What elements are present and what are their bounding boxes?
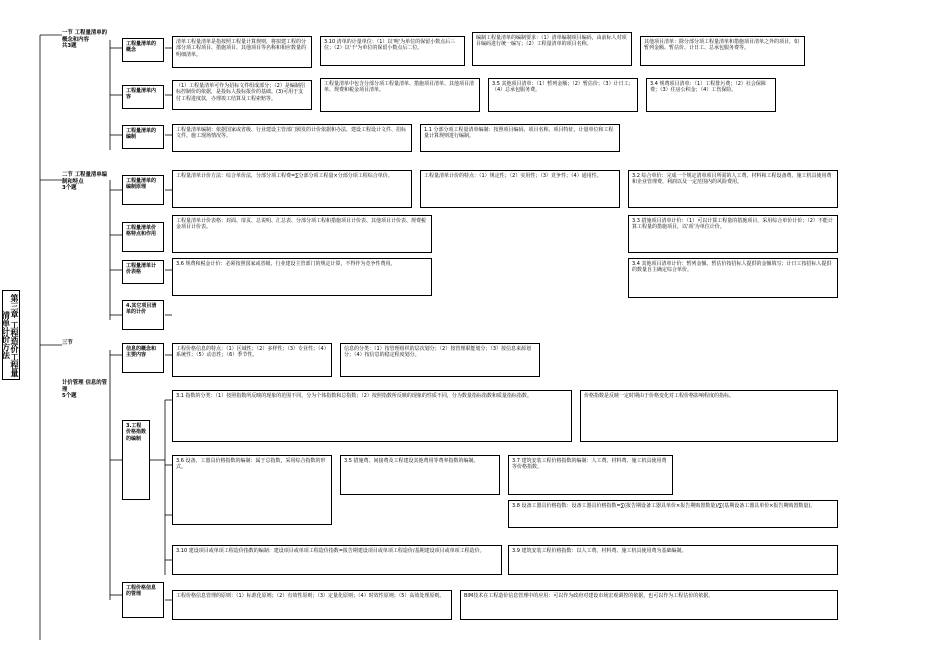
box-other-pricing: 3.4 其他项目清单计价：暂列金额、暂估价按招标人提供的金额填写；计日工按招标人提供的数量自主确定综合单价。 xyxy=(628,258,838,298)
label-info-manage: 工程价格信息的管理 xyxy=(122,582,164,618)
label-content: 工程量清单内容 xyxy=(122,85,164,109)
box-measures: 3.3 措施项目清单计价：（1）可以计算工程量的措施项目，采用综合单价计价；（2）不能计算工程量的措施项目，以'项'为单位计价。 xyxy=(628,215,838,253)
box-project-index: 3.10 建设项目或单项工程造价指数的编制：建设项目或单项工程造价指数=报告期建设项目或单项工程造价/基期建设项目或单项工程造价。 xyxy=(172,545,502,575)
section-4-label: 计价管理 信息的管理 5个题 xyxy=(62,380,108,400)
box-definition: 清单工程量清单是指按照工程量计算规则，将拟建工程的分部分项工程项目、措施项目、其他项目等名称和相应数量的明细清单。 xyxy=(172,36,312,68)
box-compile-basis: 工程量清单编制：依据国家或省级、行业建设主管部门颁发的计价依据和办法、建设工程设计文件、招标文件、施工现场情况等。 xyxy=(172,124,412,152)
label-info-concept: 信息的概念和主要内容 xyxy=(122,343,164,373)
box-other-items: 3.5 其他项目清单：（1）暂列金额；（2）暂估价；（3）计日工；（4）总承包服务费。 xyxy=(488,78,638,112)
box-features: 工程量清单计价的特点：（1）规定性；（2）实用性；（3）竞争性；（4）通用性。 xyxy=(420,170,620,208)
box-bim: BIM技术在工程造价信息管理中的应用：可以作为政府对建设市场宏观调控的依据，也可以作为工程估价的依据。 xyxy=(460,590,838,620)
label-compile: 工程量清单的编制 xyxy=(122,125,164,149)
box-other-def: 其他项目清单：除分部分项工程量清单和措施项目清单之外的项目，如暂列金额、暂估价、计日工、总承包服务费等。 xyxy=(640,36,805,66)
box-info-features: 工程价格信息的特点：（1）区域性；（2）多样性；（3）专业性；（4）系统性；（5）动态性；（6）季节性。 xyxy=(172,343,332,377)
box-comprehensive-price: 3.2 综合单价：完成一个规定清单项目所需的人工费、材料和工程设备费、施工机具使用费和企业管理费、利润以及一定范围内的风险费用。 xyxy=(628,170,838,208)
label-concept: 工程量清单的概念 xyxy=(122,38,164,62)
section-2-label: 二节 工程量清单编制和特点 3个题 xyxy=(62,172,108,192)
box-fees: 3.4 规费项目清单：（1）工程排污费；（2）社会保障费；（3）住房公积金；（4）工伤保险。 xyxy=(646,78,776,112)
box-index-class: 3.1 指数的分类：（1）按照指数所反映的现象的范围不同，分为个体指数和总指数；（2）按照指数所反映的现象的性质不同，分为数量指标指数和质量指标指数。 xyxy=(172,390,572,442)
box-requirement: 编制工程量清单的编制要求：（1）清单编制项目编码，由前标人对项目编码进行统一编写；（2）工程量清单的项目名称。 xyxy=(472,32,632,66)
box-compile-items: 1.1 分部分项工程量清单编制：按照项目编码、项目名称、项目特征、计量单位和工程量计算规则进行编制。 xyxy=(420,124,620,152)
label-price-feature: 工程量清单价格特点和作用 xyxy=(122,222,164,252)
label-principle: 工程量清单的编制原理 xyxy=(122,175,164,205)
box-unit: 3.10 清单的计量单位：（1）以'吨'为单位的保留小数点后三位；（2）以'千'为单位的保留小数点后二位。 xyxy=(320,36,465,66)
chapter-title: 第三章 工程造价工程量清单计价方法 xyxy=(1,293,19,377)
box-install-index: 3.7 建筑安装工程价格指数的编制：人工费、材料费、施工机具使用费等价格指数。 xyxy=(508,455,673,495)
box-method: 工程量清单计价方法：综合单价法，分部分项工程费=∑分部分项工程量×分部分项工程综合单价。 xyxy=(172,170,412,208)
section-1-label: 一节 工程量清单的概念和内容 共3题 xyxy=(62,30,108,50)
box-fee-index: 3.5 措施费、间接费及工程建设其他费用等费率指数的编制。 xyxy=(340,455,500,495)
section-3-label: 三节 xyxy=(62,340,73,346)
box-content: 工程量清单中包含分部分项工程量清单、措施项目清单、其他项目清单、规费和税金项目清单。 xyxy=(320,78,480,112)
box-tables: 工程量清单计价表格：封面、扉页、总说明、汇总表、分部分项工程和措施项目计价表、其他项目计价表、规费税金项目计价表。 xyxy=(172,215,432,253)
box-equip-index: 3.6 设备、工器具价格指数的编制：属于总指数，采用综合指数的形式。 xyxy=(172,455,332,525)
box-info-class: 信息的分类：（1）按管理组织的层次划分；（2）按管理职能划分；（3）按信息来源划分；（4）按信息的稳定程度划分。 xyxy=(340,343,540,377)
label-price-index: 3.工程价格指数的编制 xyxy=(122,420,150,500)
box-manage-principle: 工程价格信息管理的原则：（1）标准化原则；（2）有效性原则；（3）定量化原则；（4）时效性原则；（5）高效处理原则。 xyxy=(172,590,452,620)
label-pricing-table: 工程量清单计价表格 xyxy=(122,260,164,284)
box-fees-tax: 3.6 规费和税金计价：必须按照国家或省级、行业建设主管部门的规定计算，不得作为竞争性费用。 xyxy=(172,258,432,296)
box-equip-formula: 3.8 设备工器具价格指数：设备工器具价格指数=∑(报告期设备工器具单价×报告期购置数量)/∑(基期设备工器具单价×报告期购置数量)。 xyxy=(508,500,838,528)
label-other-items: 4.其它项目清单的计价 xyxy=(122,300,164,330)
box-build-index: 3.9 建筑安装工程价格指数：以人工费、材料费、施工机具使用费为基础编制。 xyxy=(508,545,838,575)
box-purpose: （1）工程量清单可作为招标文件组成部分；（2）是编制招标控制价的依据，是投标人投标报价的基础。(3)可用于支付工程进度款，办理竣工结算及工程索赔等。 xyxy=(172,80,312,110)
box-price-index: 价格指数是反映一定时期由于价格变化对工程价格影响程度的指标。 xyxy=(580,390,838,442)
